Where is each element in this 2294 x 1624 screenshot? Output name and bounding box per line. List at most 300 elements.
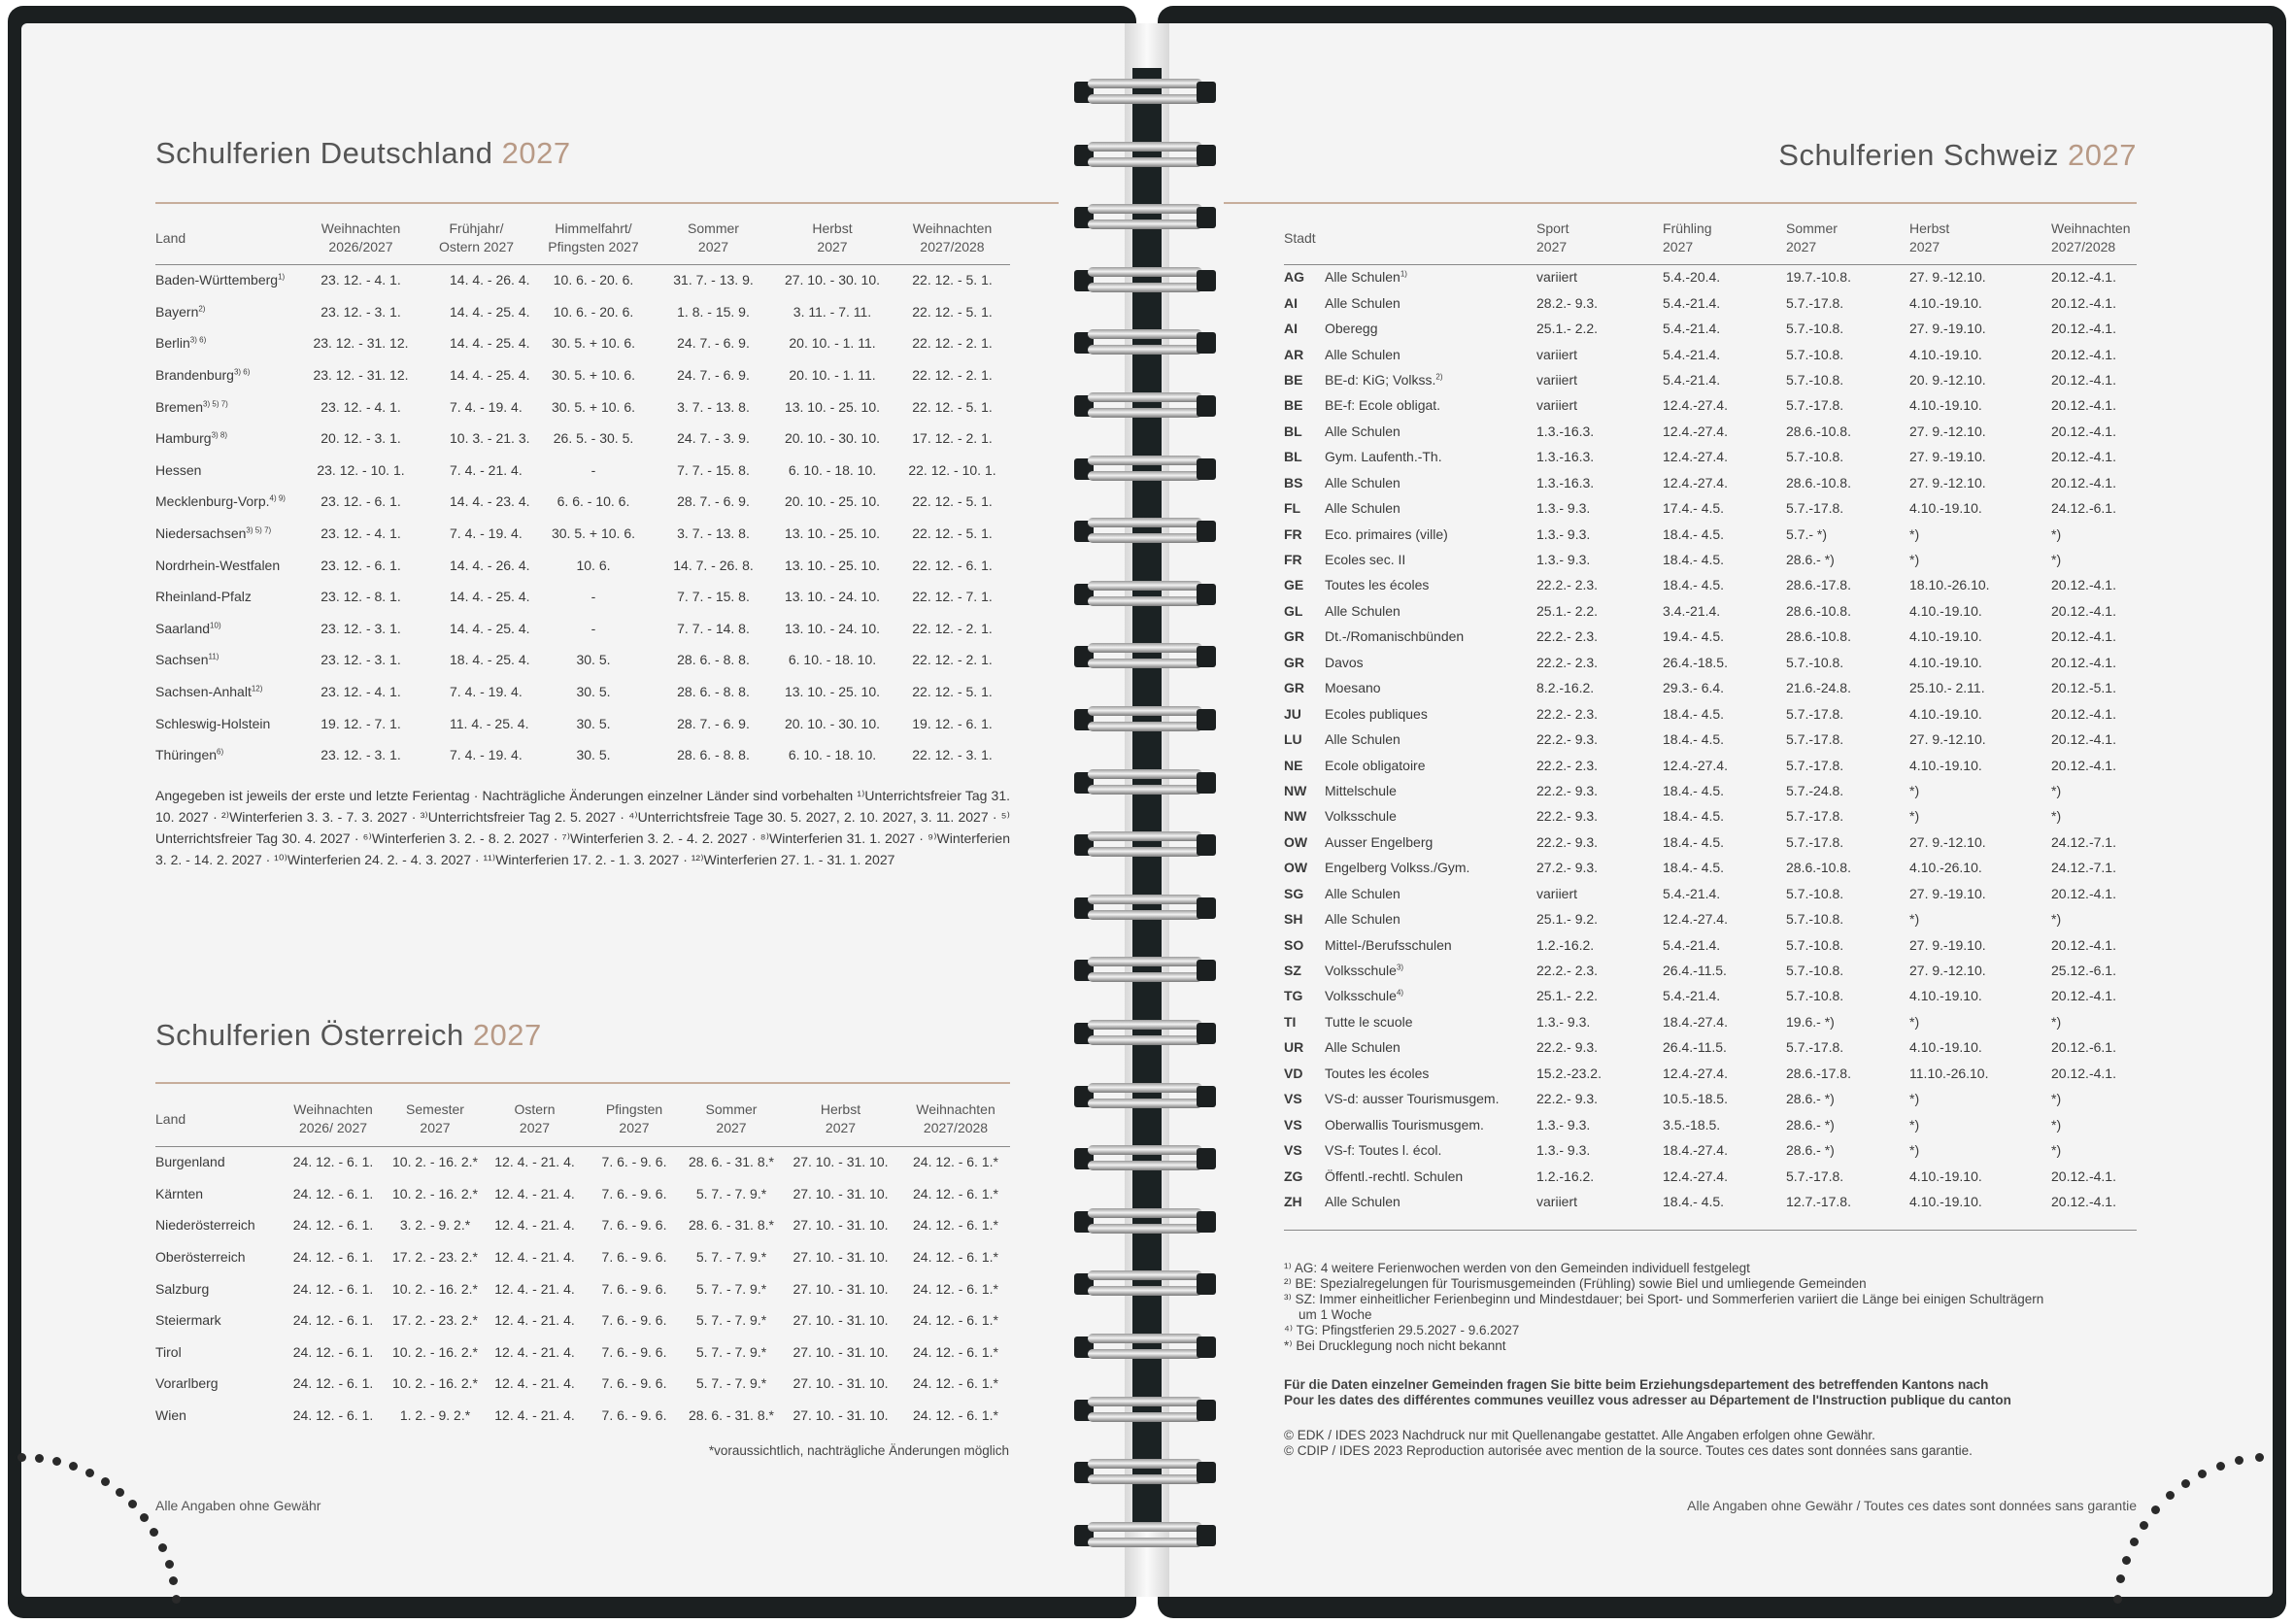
date-cell: 24. 12. - 6. 1. bbox=[292, 1217, 374, 1234]
land-cell: Niederösterreich bbox=[155, 1217, 255, 1234]
date-cell: 4.10.-19.10. bbox=[1909, 988, 1982, 1004]
date-cell: 20.12.-4.1. bbox=[2051, 885, 2116, 901]
canton-code: UR bbox=[1284, 1039, 1304, 1056]
date-cell: 7. 6. - 9. 6. bbox=[601, 1217, 667, 1234]
date-cell: 20.12.-4.1. bbox=[2051, 988, 2116, 1004]
switzerland-header-rule bbox=[1284, 264, 2137, 265]
school-cell: Dt.-/Romanischbünden bbox=[1325, 628, 1465, 645]
date-cell: 27. 9.-12.10. bbox=[1909, 963, 1986, 979]
date-cell: 22. 12. - 5. 1. bbox=[912, 525, 993, 542]
school-cell: Ecoles publiques bbox=[1325, 705, 1428, 722]
date-cell: 24. 12. - 6. 1. bbox=[292, 1312, 374, 1329]
land-cell: Niedersachsen$^{3) 5) 7)}$ bbox=[155, 525, 272, 542]
date-cell: 12.4.-27.4. bbox=[1663, 911, 1728, 928]
date-cell: 20.12.-4.1. bbox=[2051, 474, 2116, 491]
date-cell: 25.1.- 2.2. bbox=[1536, 988, 1599, 1004]
school-cell: Alle Schulen bbox=[1325, 500, 1400, 517]
date-cell: 22.2.- 9.3. bbox=[1536, 731, 1599, 748]
land-cell: Thüringen$^{6)}$ bbox=[155, 747, 224, 763]
date-cell: 3. 2. - 9. 2.* bbox=[399, 1217, 471, 1234]
date-cell: 27. 10. - 31. 10. bbox=[793, 1154, 889, 1170]
date-cell: 28.6.- *) bbox=[1786, 1116, 1835, 1133]
date-cell: 12.4.-27.4. bbox=[1663, 1065, 1728, 1081]
date-cell: 1.3.-16.3. bbox=[1536, 474, 1595, 491]
date-cell: 28.6.- *) bbox=[1786, 1142, 1835, 1159]
germany-header-rule bbox=[155, 264, 1010, 265]
table-row bbox=[1284, 470, 2137, 495]
table-row bbox=[155, 644, 1010, 676]
date-cell: 30. 5. + 10. 6. bbox=[551, 398, 635, 415]
column-header: Land bbox=[155, 229, 186, 246]
table-row bbox=[155, 390, 1010, 423]
date-cell: 22. 12. - 7. 1. bbox=[912, 589, 993, 605]
date-cell: *) bbox=[1909, 911, 1920, 928]
date-cell: 12.7.-17.8. bbox=[1786, 1193, 1851, 1209]
date-cell: 11. 4. - 25. 4. bbox=[450, 715, 529, 731]
table-row bbox=[155, 423, 1010, 455]
date-cell: 1.3.-16.3. bbox=[1536, 423, 1595, 439]
canton-code: BE bbox=[1284, 397, 1303, 414]
school-cell: Ecoles sec. II bbox=[1325, 552, 1406, 568]
date-cell: 15.2.-23.2. bbox=[1536, 1065, 1602, 1081]
date-cell: 5.7.- *) bbox=[1786, 525, 1828, 542]
land-cell: Schleswig-Holstein bbox=[155, 715, 271, 731]
canton-code: FR bbox=[1284, 552, 1302, 568]
date-cell: 18.4.-27.4. bbox=[1663, 1013, 1728, 1030]
date-cell: 20.12.-4.1. bbox=[2051, 371, 2116, 388]
table-row bbox=[155, 455, 1010, 487]
dot bbox=[17, 1453, 26, 1462]
dot bbox=[165, 1560, 174, 1569]
date-cell: 28.6.- *) bbox=[1786, 552, 1835, 568]
date-cell: 22. 12. - 5. 1. bbox=[912, 684, 993, 700]
date-cell: 22. 12. - 5. 1. bbox=[912, 272, 993, 288]
column-header: Semester 2027 bbox=[406, 1101, 464, 1135]
binding-ring bbox=[1074, 703, 1216, 736]
table-row bbox=[1284, 752, 2137, 777]
date-cell: 18.4.-27.4. bbox=[1663, 1142, 1728, 1159]
canton-code: LU bbox=[1284, 731, 1302, 748]
date-cell: 28. 6. - 8. 8. bbox=[677, 747, 750, 763]
table-row bbox=[155, 359, 1010, 391]
table-row bbox=[155, 613, 1010, 645]
date-cell: 18.4.- 4.5. bbox=[1663, 782, 1725, 798]
date-cell: 5.7.-10.8. bbox=[1786, 449, 1844, 465]
date-cell: 19. 12. - 7. 1. bbox=[320, 715, 401, 731]
dot bbox=[158, 1543, 167, 1552]
column-header: Sommer 2027 bbox=[705, 1101, 758, 1135]
binding-ring bbox=[1074, 1268, 1216, 1301]
date-cell: 4.10.-26.10. bbox=[1909, 860, 1982, 876]
date-cell: 4.10.-19.10. bbox=[1909, 500, 1982, 517]
date-cell: 14. 4. - 25. 4. bbox=[450, 335, 530, 352]
binding-ring bbox=[1074, 201, 1216, 234]
date-cell: 5.7.-10.8. bbox=[1786, 963, 1844, 979]
footnote-marker: 12) bbox=[251, 684, 263, 694]
school-cell: Volksschule$^{3)}$ bbox=[1325, 963, 1404, 979]
date-cell: - bbox=[590, 589, 596, 605]
date-cell: 24. 12. - 6. 1. bbox=[292, 1185, 374, 1201]
footnote: *⁾ Bei Drucklegung noch nicht bekannt bbox=[1284, 1338, 1506, 1353]
date-cell: 24.12.-7.1. bbox=[2051, 833, 2116, 850]
date-cell: *) bbox=[2051, 525, 2062, 542]
date-cell: 7. 4. - 19. 4. bbox=[450, 747, 523, 763]
date-cell: 27. 10. - 31. 10. bbox=[793, 1185, 889, 1201]
date-cell: variiert bbox=[1536, 269, 1578, 286]
date-cell: 20.12.-6.1. bbox=[2051, 1039, 2116, 1056]
date-cell: 7. 6. - 9. 6. bbox=[601, 1154, 667, 1170]
school-cell: Toutes les écoles bbox=[1325, 1065, 1430, 1081]
date-cell: 12.4.-27.4. bbox=[1663, 1167, 1728, 1184]
date-cell: 24. 12. - 6. 1. bbox=[292, 1407, 374, 1424]
school-cell: VS-d: ausser Tourismusgem. bbox=[1325, 1091, 1500, 1107]
date-cell: 27. 9.-12.10. bbox=[1909, 423, 1986, 439]
date-cell: 10.5.-18.5. bbox=[1663, 1091, 1728, 1107]
date-cell: 20.12.-4.1. bbox=[2051, 397, 2116, 414]
land-cell: Rheinland-Pfalz bbox=[155, 589, 252, 605]
table-row bbox=[1284, 1086, 2137, 1111]
date-cell: 18.4.- 4.5. bbox=[1663, 525, 1725, 542]
date-cell: *) bbox=[1909, 808, 1920, 825]
column-header: Frühjahr/ Ostern 2027 bbox=[438, 220, 515, 254]
dot bbox=[2181, 1479, 2190, 1488]
date-cell: 24. 12. - 6. 1. bbox=[292, 1375, 374, 1392]
date-cell: 30. 5. bbox=[576, 747, 611, 763]
date-cell: 28.2.- 9.3. bbox=[1536, 294, 1599, 311]
date-cell: 5.7.-24.8. bbox=[1786, 782, 1844, 798]
binding-ring bbox=[1074, 1017, 1216, 1050]
date-cell: 27. 9.-19.10. bbox=[1909, 885, 1986, 901]
table-row bbox=[1284, 341, 2137, 366]
column-header: Herbst 2027 bbox=[812, 220, 853, 254]
canton-code: BL bbox=[1284, 449, 1302, 465]
binding-ring bbox=[1074, 453, 1216, 486]
table-row bbox=[1284, 547, 2137, 572]
date-cell: 7. 4. - 19. 4. bbox=[450, 398, 523, 415]
dot bbox=[2140, 1521, 2148, 1530]
footnote: ⁴⁾ TG: Pfingstferien 29.5.2027 - 9.6.2027 bbox=[1284, 1323, 1520, 1337]
school-cell: Moesano bbox=[1325, 680, 1381, 696]
column-header: Weihnachten 2027/2028 bbox=[916, 1101, 995, 1135]
table-row bbox=[1284, 289, 2137, 315]
date-cell: 24. 12. - 6. 1.* bbox=[913, 1217, 998, 1234]
school-cell: Alle Schulen bbox=[1325, 294, 1400, 311]
column-header: Himmelfahrt/ Pfingsten 2027 bbox=[548, 220, 639, 254]
date-cell: 28. 7. - 6. 9. bbox=[677, 493, 750, 510]
footnote-marker: 2) bbox=[198, 304, 206, 314]
date-cell: 1.3.-16.3. bbox=[1536, 449, 1595, 465]
date-cell: 5. 7. - 7. 9.* bbox=[695, 1249, 767, 1266]
date-cell: 17. 2. - 23. 2.* bbox=[392, 1312, 478, 1329]
dot bbox=[35, 1454, 44, 1463]
land-cell: Tirol bbox=[155, 1343, 182, 1360]
date-cell: 7. 7. - 14. 8. bbox=[677, 620, 750, 636]
date-cell: 12.4.-27.4. bbox=[1663, 449, 1728, 465]
date-cell: 7. 4. - 19. 4. bbox=[450, 525, 523, 542]
date-cell: 10. 6. - 20. 6. bbox=[553, 272, 634, 288]
date-cell: 5.4.-21.4. bbox=[1663, 294, 1721, 311]
date-cell: 20.12.-5.1. bbox=[2051, 680, 2116, 696]
table-row bbox=[1284, 1111, 2137, 1136]
date-cell: 24. 12. - 6. 1. bbox=[292, 1343, 374, 1360]
date-cell: 12. 4. - 21. 4. bbox=[494, 1185, 575, 1201]
date-cell: 24. 12. - 6. 1.* bbox=[913, 1249, 998, 1266]
dot bbox=[52, 1457, 61, 1466]
school-cell: Alle Schulen bbox=[1325, 1039, 1400, 1056]
date-cell: 10. 2. - 16. 2.* bbox=[392, 1185, 478, 1201]
date-cell: 20. 10. - 25. 10. bbox=[784, 493, 881, 510]
school-cell: Ecole obligatoire bbox=[1325, 757, 1426, 773]
date-cell: 4.10.-19.10. bbox=[1909, 602, 1982, 619]
column-header: Sommer 2027 bbox=[688, 220, 739, 254]
date-cell: 22.2.- 9.3. bbox=[1536, 782, 1599, 798]
date-cell: 22. 12. - 5. 1. bbox=[912, 398, 993, 415]
column-header: Pfingsten 2027 bbox=[605, 1101, 663, 1135]
dot bbox=[2198, 1470, 2207, 1478]
date-cell: 30. 5. bbox=[576, 652, 611, 668]
land-cell: Baden-Württemberg$^{1)}$ bbox=[155, 272, 286, 288]
date-cell: 20.12.-4.1. bbox=[2051, 1065, 2116, 1081]
land-cell: Steiermark bbox=[155, 1312, 221, 1329]
date-cell: 10. 2. - 16. 2.* bbox=[392, 1154, 478, 1170]
date-cell: 28. 6. - 8. 8. bbox=[677, 684, 750, 700]
date-cell: 27. 10. - 31. 10. bbox=[793, 1343, 889, 1360]
school-cell: Öffentl.-rechtl. Schulen bbox=[1325, 1167, 1464, 1184]
school-cell: Alle Schulen bbox=[1325, 731, 1400, 748]
date-cell: 22.2.- 2.3. bbox=[1536, 705, 1599, 722]
date-cell: - bbox=[590, 461, 596, 478]
canton-code: GL bbox=[1284, 602, 1303, 619]
date-cell: 20.12.-4.1. bbox=[2051, 602, 2116, 619]
date-cell: 10. 6. bbox=[576, 557, 611, 573]
table-row bbox=[155, 707, 1010, 739]
school-cell: VS-f: Toutes l. écol. bbox=[1325, 1142, 1442, 1159]
column-header: Land bbox=[155, 1110, 186, 1127]
footnote-marker: 2) bbox=[1435, 372, 1443, 382]
school-cell: Gym. Laufenth.-Th. bbox=[1325, 449, 1442, 465]
land-cell: Saarland$^{10)}$ bbox=[155, 620, 221, 636]
date-cell: 1.2.-16.2. bbox=[1536, 936, 1595, 953]
date-cell: 8.2.-16.2. bbox=[1536, 680, 1595, 696]
canton-code: NE bbox=[1284, 757, 1303, 773]
land-cell: Bremen$^{3) 5) 7)}$ bbox=[155, 398, 228, 415]
germany-title-rule bbox=[155, 202, 1059, 204]
school-cell: Engelberg Volkss./Gym. bbox=[1325, 860, 1470, 876]
table-row bbox=[1284, 392, 2137, 418]
date-cell: 4.10.-19.10. bbox=[1909, 1039, 1982, 1056]
date-cell: 23. 12. - 3. 1. bbox=[320, 303, 401, 320]
canton-code: GR bbox=[1284, 680, 1304, 696]
table-row bbox=[155, 1241, 1010, 1273]
date-cell: 25.1.- 2.2. bbox=[1536, 602, 1599, 619]
date-cell: 27. 9.-19.10. bbox=[1909, 449, 1986, 465]
school-cell: Alle Schulen bbox=[1325, 346, 1400, 362]
column-header: Stadt bbox=[1284, 229, 1316, 246]
date-cell: 20.12.-4.1. bbox=[2051, 1193, 2116, 1209]
date-cell: 10. 2. - 16. 2.* bbox=[392, 1375, 478, 1392]
date-cell: 3. 11. - 7. 11. bbox=[793, 303, 872, 320]
binding-ring bbox=[1074, 1080, 1216, 1113]
table-row bbox=[1284, 521, 2137, 546]
date-cell: 13. 10. - 24. 10. bbox=[784, 589, 881, 605]
date-cell: 1.3.- 9.3. bbox=[1536, 525, 1591, 542]
dot bbox=[69, 1462, 78, 1471]
date-cell: 24.12.-6.1. bbox=[2051, 500, 2116, 517]
table-row bbox=[1284, 1163, 2137, 1188]
date-cell: 4.10.-19.10. bbox=[1909, 628, 1982, 645]
switzerland-title-rule bbox=[1224, 202, 2137, 204]
date-cell: 23. 12. - 4. 1. bbox=[320, 684, 401, 700]
date-cell: 20.12.-4.1. bbox=[2051, 757, 2116, 773]
date-cell: 20. 10. - 1. 11. bbox=[789, 335, 876, 352]
date-cell: 7. 6. - 9. 6. bbox=[601, 1280, 667, 1297]
column-header: Weihnachten 2027/2028 bbox=[2051, 220, 2131, 254]
date-cell: 14. 4. - 25. 4. bbox=[450, 303, 530, 320]
date-cell: 28. 6. - 31. 8.* bbox=[689, 1217, 774, 1234]
school-cell: Alle Schulen bbox=[1325, 423, 1400, 439]
footnote-marker: 4) bbox=[1396, 988, 1404, 998]
footnote: um 1 Woche bbox=[1284, 1307, 1372, 1322]
date-cell: 5.7.-17.8. bbox=[1786, 731, 1844, 748]
binding-ring bbox=[1074, 1142, 1216, 1175]
land-cell: Mecklenburg-Vorp.$^{4) 9)}$ bbox=[155, 493, 286, 510]
date-cell: 23. 12. - 3. 1. bbox=[320, 620, 401, 636]
canton-code: BE bbox=[1284, 371, 1303, 388]
date-cell: 4.10.-19.10. bbox=[1909, 397, 1982, 414]
date-cell: 18.4.- 4.5. bbox=[1663, 1193, 1725, 1209]
binding-ring bbox=[1074, 1331, 1216, 1364]
date-cell: 1.3.- 9.3. bbox=[1536, 500, 1591, 517]
date-cell: 20.12.-4.1. bbox=[2051, 346, 2116, 362]
column-header: Weihnachten 2026/ 2027 bbox=[293, 1101, 373, 1135]
date-cell: 24. 12. - 6. 1.* bbox=[913, 1343, 998, 1360]
date-cell: 23. 12. - 31. 12. bbox=[313, 335, 409, 352]
date-cell: 5.7.-17.8. bbox=[1786, 397, 1844, 414]
date-cell: 5. 7. - 7. 9.* bbox=[695, 1185, 767, 1201]
dot bbox=[116, 1488, 124, 1497]
date-cell: 5.7.-10.8. bbox=[1786, 911, 1844, 928]
date-cell: 20.12.-4.1. bbox=[2051, 423, 2116, 439]
date-cell: *) bbox=[1909, 782, 1920, 798]
table-row bbox=[1284, 444, 2137, 469]
date-cell: 22.2.- 9.3. bbox=[1536, 833, 1599, 850]
date-cell: 27. 10. - 31. 10. bbox=[793, 1249, 889, 1266]
date-cell: 30. 5. + 10. 6. bbox=[551, 367, 635, 384]
date-cell: 23. 12. - 8. 1. bbox=[320, 589, 401, 605]
date-cell: *) bbox=[2051, 1142, 2062, 1159]
binding-ring bbox=[1074, 578, 1216, 611]
date-cell: 10. 2. - 16. 2.* bbox=[392, 1280, 478, 1297]
date-cell: 5.7.-10.8. bbox=[1786, 988, 1844, 1004]
footnote-marker: 11) bbox=[208, 652, 219, 661]
date-cell: variiert bbox=[1536, 346, 1578, 362]
table-row bbox=[1284, 881, 2137, 906]
date-cell: 3.4.-21.4. bbox=[1663, 602, 1721, 619]
binding-ring bbox=[1074, 954, 1216, 987]
date-cell: 18.4.- 4.5. bbox=[1663, 731, 1725, 748]
date-cell: 28.6.-10.8. bbox=[1786, 474, 1851, 491]
date-cell: 5. 7. - 7. 9.* bbox=[695, 1375, 767, 1392]
date-cell: 21.6.-24.8. bbox=[1786, 680, 1851, 696]
date-cell: 5. 7. - 7. 9.* bbox=[695, 1343, 767, 1360]
table-row bbox=[155, 1400, 1010, 1432]
date-cell: 3. 7. - 13. 8. bbox=[677, 525, 750, 542]
date-cell: 24. 12. - 6. 1.* bbox=[913, 1185, 998, 1201]
date-cell: 13. 10. - 25. 10. bbox=[784, 525, 881, 542]
table-row bbox=[1284, 495, 2137, 521]
date-cell: 27. 9.-12.10. bbox=[1909, 269, 1986, 286]
date-cell: 1.3.- 9.3. bbox=[1536, 1142, 1591, 1159]
date-cell: *) bbox=[2051, 1091, 2062, 1107]
binding-ring bbox=[1074, 1456, 1216, 1489]
date-cell: 24. 7. - 6. 9. bbox=[677, 335, 750, 352]
date-cell: 19.6.- *) bbox=[1786, 1013, 1835, 1030]
date-cell: 12.4.-27.4. bbox=[1663, 423, 1728, 439]
canton-code: VS bbox=[1284, 1116, 1302, 1133]
table-row bbox=[1284, 727, 2137, 752]
date-cell: 5.7.-17.8. bbox=[1786, 294, 1844, 311]
date-cell: 20.12.-4.1. bbox=[2051, 449, 2116, 465]
binding-ring bbox=[1074, 389, 1216, 423]
date-cell: 13. 10. - 24. 10. bbox=[784, 620, 881, 636]
date-cell: 27. 10. - 31. 10. bbox=[793, 1407, 889, 1424]
footnote: ²⁾ BE: Spezialregelungen für Tourismusgemeinden (Frühling) sowie Biel und umliegende Gemeinden bbox=[1284, 1276, 1867, 1291]
table-row bbox=[1284, 264, 2137, 289]
date-cell: 5.7.-17.8. bbox=[1786, 1167, 1844, 1184]
column-header: Ostern 2027 bbox=[514, 1101, 556, 1135]
binding-ring bbox=[1074, 326, 1216, 359]
date-cell: 22. 12. - 3. 1. bbox=[912, 747, 993, 763]
date-cell: 20. 12. - 3. 1. bbox=[320, 430, 401, 447]
school-cell: Alle Schulen bbox=[1325, 474, 1400, 491]
binding-ring bbox=[1074, 766, 1216, 799]
binding-ring bbox=[1074, 892, 1216, 925]
footnote-marker: 3) 8) bbox=[211, 430, 228, 440]
date-cell: 5.7.-10.8. bbox=[1786, 371, 1844, 388]
canton-code: NW bbox=[1284, 808, 1307, 825]
table-row bbox=[1284, 1189, 2137, 1214]
date-cell: 6. 10. - 18. 10. bbox=[788, 747, 877, 763]
school-cell: Volksschule bbox=[1325, 808, 1397, 825]
canton-code: OW bbox=[1284, 860, 1308, 876]
date-cell: 14. 4. - 23. 4. bbox=[450, 493, 530, 510]
table-row bbox=[1284, 700, 2137, 726]
date-cell: 22.2.- 2.3. bbox=[1536, 757, 1599, 773]
date-cell: 3.5.-18.5. bbox=[1663, 1116, 1721, 1133]
date-cell: 22.2.- 2.3. bbox=[1536, 628, 1599, 645]
date-cell: 27. 10. - 31. 10. bbox=[793, 1312, 889, 1329]
canton-code: SO bbox=[1284, 936, 1304, 953]
date-cell: 12. 4. - 21. 4. bbox=[494, 1312, 575, 1329]
land-cell: Vorarlberg bbox=[155, 1375, 219, 1392]
date-cell: 1. 8. - 15. 9. bbox=[677, 303, 750, 320]
date-cell: 29.3.- 6.4. bbox=[1663, 680, 1725, 696]
date-cell: 18.4.- 4.5. bbox=[1663, 552, 1725, 568]
table-row bbox=[1284, 906, 2137, 931]
table-row bbox=[1284, 624, 2137, 649]
switzerland-info bbox=[1284, 1377, 2158, 1408]
date-cell: 7. 4. - 19. 4. bbox=[450, 684, 523, 700]
date-cell: 5.4.-21.4. bbox=[1663, 346, 1721, 362]
date-cell: 5.7.-17.8. bbox=[1786, 500, 1844, 517]
school-cell: Mittel-/Berufsschulen bbox=[1325, 936, 1452, 953]
date-cell: 7. 6. - 9. 6. bbox=[601, 1343, 667, 1360]
date-cell: variiert bbox=[1536, 371, 1578, 388]
date-cell: 4.10.-19.10. bbox=[1909, 1193, 1982, 1209]
date-cell: 1.3.- 9.3. bbox=[1536, 1013, 1591, 1030]
canton-code: FR bbox=[1284, 525, 1302, 542]
date-cell: 20.12.-4.1. bbox=[2051, 321, 2116, 337]
